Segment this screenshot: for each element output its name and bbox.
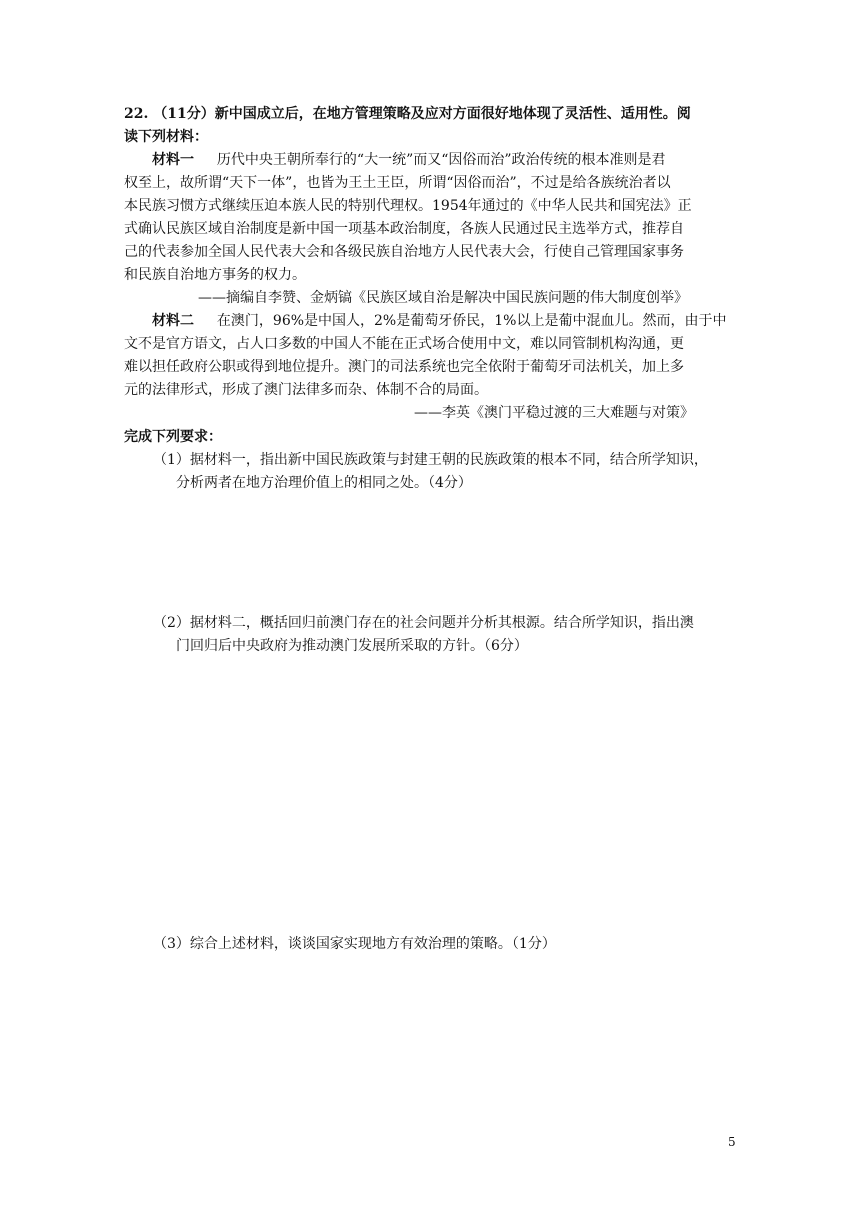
question-heading-line-1: 22. （11分）新中国成立后，在地方管理策略及应对方面很好地体现了灵活性、适用性。阅: [124, 106, 691, 122]
question-2-line-1: （2）据材料二，概括回归前澳门存在的社会问题并分析其根源。结合所学知识，指出澳: [153, 615, 694, 631]
material-2-first-line: [152, 310, 726, 332]
material-1-source: ——摘编自李赞、金炳镐《民族区域自治是解决中国民族问题的伟大制度创举》: [198, 290, 688, 306]
material-1-line-5: 己的代表参加全国人民代表大会和各级民族自治地方人民代表大会，行使自己管理国家事务: [124, 244, 684, 260]
question-1-line-2: 分析两者在地方治理价值上的相同之处。（4分）: [176, 475, 472, 491]
material-1-line-4: 式确认民族区域自治制度是新中国一项基本政治制度，各族人民通过民主选举方式，推荐自: [124, 221, 684, 237]
material-1-line-3: 本民族习惯方式继续压迫本族人民的特别代理权。1954年通过的《中华人民共和国宪法》正: [124, 198, 692, 214]
question-heading-line-2: 读下列材料：: [124, 129, 208, 145]
material-2-line-2: 文不是官方语文，占人口多数的中国人不能在正式场合使用中文，难以同管制机构沟通，更: [124, 336, 684, 352]
material-1-line-6: 和民族自治地方事务的权力。: [124, 267, 306, 283]
material-1-line-2: 权至上，故所谓“天下一体”，也皆为王土王臣，所谓“因俗而治”，不过是给各族统治者以: [124, 175, 671, 191]
material-2-line-3: 难以担任政府公职或得到地位提升。澳门的司法系统也完全依附于葡萄牙司法机关，加上多: [124, 359, 684, 375]
material-1-line-1: 历代中央王朝所奉行的“大一统”而又“因俗而治”政治传统的根本准则是君: [216, 152, 666, 168]
question-1-line-1: （1）据材料一，指出新中国民族政策与封建王朝的民族政策的根本不同，结合所学知识，: [153, 452, 708, 468]
page-number: 5: [728, 1135, 736, 1149]
material-2-label: 材料二: [152, 313, 194, 329]
requirements-heading: 完成下列要求：: [124, 429, 222, 445]
material-2-source: ——李英《澳门平稳过渡的三大难题与对策》: [414, 405, 694, 421]
question-3-line-1: （3）综合上述材料，谈谈国家实现地方有效治理的策略。（1分）: [153, 936, 556, 952]
material-1-label: 材料一: [152, 152, 194, 168]
material-2-line-4: 元的法律形式，形成了澳门法律多而杂、体制不合的局面。: [124, 382, 488, 398]
material-2-line-1: 在澳门，96%是中国人，2%是葡萄牙侨民，1%以上是葡中混血儿。然而，由于中: [216, 313, 727, 329]
material-1-first-line: [152, 149, 666, 171]
question-2-line-2: 门回归后中央政府为推动澳门发展所采取的方针。（6分）: [176, 638, 528, 654]
